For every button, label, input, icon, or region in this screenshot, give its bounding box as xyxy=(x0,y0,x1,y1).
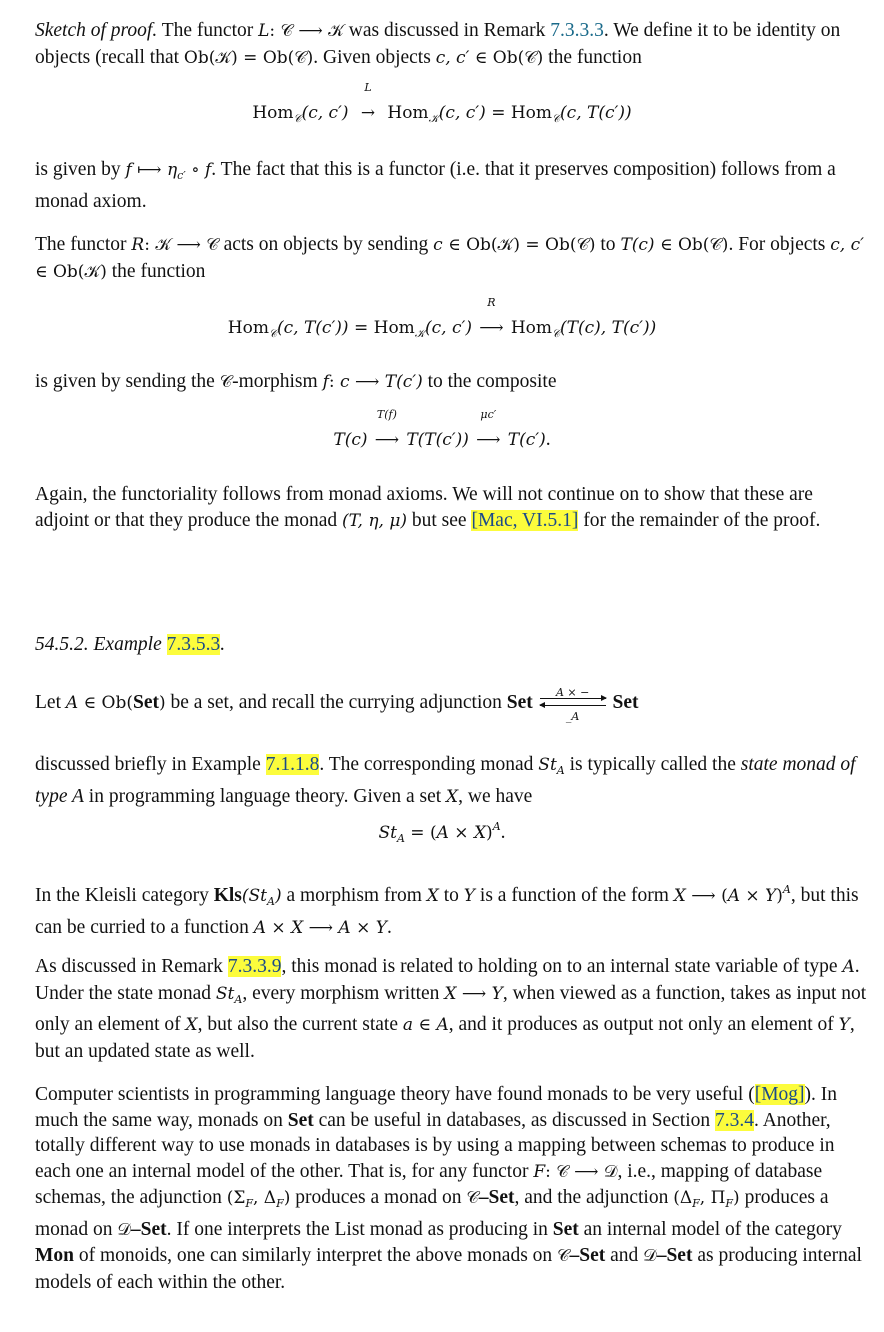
bold-text: Set xyxy=(132,692,159,713)
math: T(c′) xyxy=(502,430,546,450)
labeled-arrow xyxy=(477,296,505,343)
math: ⟶ xyxy=(456,983,492,1004)
text: to xyxy=(595,234,621,255)
math: ∈ xyxy=(413,1015,437,1035)
math: ∈ Ob(𝒦) xyxy=(35,261,107,282)
math: , Π xyxy=(699,1188,726,1208)
text: , i.e., mapping of database schemas, the adjunction xyxy=(35,1160,823,1208)
arrow-label: L xyxy=(364,81,372,94)
math: c xyxy=(340,372,350,392)
math: (Δ xyxy=(673,1188,693,1208)
math: ) xyxy=(486,823,493,843)
math: × xyxy=(739,886,766,906)
arrow-label: μc′ xyxy=(480,408,497,421)
example-intro xyxy=(35,685,870,724)
bold-text: Kls xyxy=(213,885,242,906)
labeled-arrow xyxy=(373,408,401,455)
arrow-label: R xyxy=(487,296,496,309)
math: Y xyxy=(375,917,387,938)
text: . Given objects xyxy=(313,46,436,68)
math: X xyxy=(446,786,459,807)
text: in programming language theory. Given a set xyxy=(83,785,447,807)
math: X xyxy=(473,823,487,843)
text: is a function of the form xyxy=(475,885,674,906)
math: f xyxy=(204,160,212,180)
text: . Another, totally different way to use monads in databases is by using a mapping between schemas to produce in each one an internal model of the other. That is, for any functor xyxy=(35,1109,835,1182)
text: an internal model of the category xyxy=(578,1218,842,1240)
bold-text: Set xyxy=(506,692,538,713)
text: was discussed in Remark xyxy=(343,20,551,41)
math: ∈ Ob(𝒦) = Ob(𝒞) xyxy=(442,235,596,255)
text: . For objects xyxy=(728,234,831,255)
math: = ( xyxy=(404,823,437,843)
math: (T, η, μ) xyxy=(342,510,408,531)
math: Y xyxy=(765,886,777,906)
math: X xyxy=(291,917,304,938)
state-monad-intro xyxy=(35,752,870,810)
math: f xyxy=(322,372,329,392)
subscript: A xyxy=(396,832,405,845)
math: Y xyxy=(463,886,476,906)
math: = Hom xyxy=(491,103,553,123)
reference-link[interactable]: 7.3.3.3 xyxy=(550,20,604,41)
L-description xyxy=(35,157,870,214)
math: St xyxy=(215,983,235,1004)
math: T(c′) xyxy=(384,372,423,392)
math: X xyxy=(426,886,439,906)
subscript: F xyxy=(276,1197,284,1210)
math: ∈ Ob(𝒞) xyxy=(654,235,729,255)
text: is typically called the xyxy=(564,754,741,775)
text: . If one interprets the List monad as producing in xyxy=(166,1218,553,1240)
adjunction-left-label: A × − xyxy=(555,685,590,699)
text: . We define it to be identity on objects (recall that xyxy=(35,20,841,68)
math: X xyxy=(185,1015,198,1035)
proof-intro xyxy=(35,18,870,71)
subscript: 𝒦 xyxy=(414,327,426,340)
superscript: A xyxy=(492,820,501,833)
text: is given by sending the xyxy=(35,371,220,392)
arrow-icon: ⟶ xyxy=(479,318,504,338)
text: , but also the current state xyxy=(197,1014,403,1035)
math: A xyxy=(727,886,740,906)
text: , and it produces as output not only an element of xyxy=(448,1014,839,1035)
math: (c, T(c′)) xyxy=(560,103,632,123)
math: A xyxy=(338,917,351,938)
subscript: F xyxy=(725,1197,734,1210)
subscript: c′ xyxy=(177,169,186,182)
text: . xyxy=(500,822,506,843)
text: as producing internal models of each within the other. xyxy=(35,1245,862,1293)
labeled-arrow xyxy=(474,408,502,455)
text: The functor xyxy=(157,20,259,41)
math: η xyxy=(166,160,178,180)
arrow-icon: → xyxy=(360,103,376,123)
math: St xyxy=(538,755,557,775)
text: The functor xyxy=(35,234,132,255)
text: can be useful in databases, as discussed in Section xyxy=(313,1109,716,1131)
subscript: A xyxy=(234,992,243,1006)
example-heading xyxy=(35,632,870,658)
math: c xyxy=(433,235,443,255)
math: A xyxy=(65,693,79,713)
R-intro xyxy=(35,232,870,285)
math: (c, c′) xyxy=(425,318,478,338)
text: to xyxy=(438,885,464,906)
math: ⟶ xyxy=(303,917,339,938)
math: ) xyxy=(274,886,282,906)
math: (St xyxy=(241,886,268,906)
math: (c, c′) xyxy=(301,103,354,123)
math: L xyxy=(258,21,270,41)
kleisli-paragraph xyxy=(35,877,870,941)
subscript: 𝒦 xyxy=(428,112,439,125)
math: X xyxy=(444,983,457,1004)
italic-text: state monad of type A xyxy=(35,754,856,807)
math: Hom xyxy=(252,103,294,123)
math: R xyxy=(131,235,145,255)
subscript: F xyxy=(245,1197,253,1210)
equation-composite xyxy=(0,408,884,455)
math: Y xyxy=(838,1015,850,1035)
text: discussed briefly in Example xyxy=(35,754,266,775)
proof-conclusion xyxy=(35,482,870,534)
math: ∈ Ob( xyxy=(78,693,133,713)
text: , this monad is related to holding on to an internal state variable of type xyxy=(281,956,843,977)
math: T(c) xyxy=(620,235,655,255)
labeled-arrow xyxy=(354,81,382,128)
math: Hom xyxy=(227,318,269,338)
bold-text: Set xyxy=(287,1109,314,1131)
math: 𝒞 xyxy=(219,372,233,392)
math: c, c′ xyxy=(435,47,470,68)
subscript: F xyxy=(692,1197,700,1210)
arrow-label: T(f) xyxy=(376,408,397,421)
text: the function xyxy=(106,260,206,282)
math: ) xyxy=(283,1188,291,1208)
math: ⟶ xyxy=(349,372,385,392)
math: A xyxy=(436,1015,449,1035)
subscript: 𝒞 xyxy=(268,327,277,340)
highlighted-reference-link[interactable]: 7.3.5.3 xyxy=(166,634,221,655)
math: T(T(c′)) xyxy=(400,430,475,450)
text: As discussed in Remark xyxy=(35,956,228,977)
text: produces a monad on xyxy=(35,1187,829,1240)
math: c, c′ xyxy=(830,235,864,255)
math: a xyxy=(402,1015,414,1035)
bold-text: Set xyxy=(607,692,639,713)
text: . xyxy=(386,916,392,938)
text: but see xyxy=(407,509,472,531)
math: ) xyxy=(733,1188,740,1208)
math: A xyxy=(842,957,855,977)
math: (c, c′) xyxy=(438,103,492,123)
highlighted-reference-link[interactable]: 7.1.1.8 xyxy=(265,754,320,775)
math: ∘ xyxy=(185,160,205,180)
text: Let xyxy=(35,692,66,713)
text: . The corresponding monad xyxy=(319,754,539,775)
bold-text: –Set xyxy=(656,1245,693,1266)
text: produces a monad on xyxy=(290,1187,467,1208)
text: . The fact that this is a functor (i.e. that it preserves composition) follows from a monad axiom. xyxy=(35,159,836,212)
math: 𝒟 xyxy=(643,1246,657,1266)
equation-R xyxy=(0,296,884,349)
italic-text: Sketch of proof. xyxy=(35,20,158,41)
adjunction-arrows xyxy=(538,685,608,724)
math: = Hom xyxy=(353,318,415,338)
subscript: A xyxy=(556,764,565,777)
math: × xyxy=(350,917,376,938)
math: F xyxy=(533,1161,546,1182)
text: . Under the state monad xyxy=(35,956,860,1004)
highlighted-reference-link[interactable]: 7.3.3.9 xyxy=(227,956,282,977)
text: for the remainder of the proof. xyxy=(578,509,821,531)
text: , when viewed as a function, takes as input not only an element of xyxy=(35,982,867,1035)
math: ) xyxy=(776,886,783,906)
bold-text: –Set xyxy=(130,1218,167,1240)
bold-text: –Set xyxy=(569,1245,606,1266)
math: : 𝒞 ⟶ 𝒟 xyxy=(545,1161,618,1182)
math: T(c) xyxy=(333,430,373,450)
math: ) xyxy=(158,693,166,713)
R-description xyxy=(35,369,870,396)
math: St xyxy=(378,823,397,843)
math: X xyxy=(673,886,686,906)
math: Y xyxy=(491,983,503,1004)
text: ). In much the same way, monads on xyxy=(35,1084,838,1131)
math: : 𝒞 ⟶ 𝒦 xyxy=(269,21,344,41)
superscript: A xyxy=(782,883,791,896)
math: Hom xyxy=(505,318,553,338)
highlighted-reference-link[interactable]: 7.3.4 xyxy=(715,1109,755,1131)
text: . xyxy=(545,429,551,450)
math: : 𝒦 ⟶ 𝒞 xyxy=(144,235,219,255)
italic-text: 54.5.2. Example xyxy=(35,634,167,655)
arrow-icon: ⟶ xyxy=(476,430,501,450)
subscript: 𝒞 xyxy=(552,327,561,340)
text: , but this can be curried to a function xyxy=(35,885,859,938)
math: f xyxy=(125,160,132,180)
equation-L xyxy=(0,81,884,134)
math: (c, T(c′)) xyxy=(276,318,354,338)
math: Hom xyxy=(381,103,429,123)
subscript: A xyxy=(267,895,275,908)
math: 𝒞 xyxy=(557,1246,570,1266)
math: A xyxy=(436,823,449,843)
math: (T(c), T(c′)) xyxy=(560,318,657,338)
text: Again, the functoriality follows from monad axioms. We will not continue on to show that these are adjoint or that they produce the monad xyxy=(35,484,813,531)
math: × xyxy=(266,917,292,938)
italic-text: . xyxy=(220,634,226,655)
text: , but an updated state as well. xyxy=(35,1014,855,1062)
arrow-icon: ⟶ xyxy=(374,430,400,450)
math: , Δ xyxy=(253,1188,277,1208)
math: ⟶ ( xyxy=(685,886,728,906)
text: is given by xyxy=(35,159,126,180)
state-paragraph xyxy=(35,954,870,1064)
text: In the Kleisli category xyxy=(35,885,214,906)
math: 𝒟 xyxy=(117,1219,131,1240)
text: of monoids, one can similarly interpret the above monads on xyxy=(74,1245,558,1266)
math: ∈ Ob(𝒞) xyxy=(469,47,544,68)
highlighted-reference-link[interactable]: [Mac, VI.5.1] xyxy=(471,509,579,531)
math: ⟼ xyxy=(131,160,167,180)
bold-text: –Set xyxy=(478,1187,515,1208)
text: acts on objects by sending xyxy=(218,234,434,255)
equation-state xyxy=(0,812,884,854)
math: : xyxy=(328,372,341,392)
text: , and the adjunction xyxy=(514,1187,674,1208)
adjunction-right-label: _A xyxy=(565,710,580,724)
text: to the composite xyxy=(422,371,557,392)
text: -morphism xyxy=(232,371,323,392)
math: 𝒞 xyxy=(466,1188,479,1208)
math: (Σ xyxy=(226,1188,246,1208)
right-arrow-icon xyxy=(540,698,606,699)
text: a morphism from xyxy=(281,885,427,906)
text: and xyxy=(605,1245,644,1266)
subscript: 𝒞 xyxy=(293,112,302,125)
bold-text: Mon xyxy=(35,1245,74,1266)
math: A xyxy=(253,917,267,938)
text: , every morphism written xyxy=(242,982,445,1004)
computer-scientists-paragraph xyxy=(35,1082,870,1295)
math: × xyxy=(448,823,474,843)
text: be a set, and recall the currying adjunction xyxy=(165,692,507,713)
text: Computer scientists in programming language theory have found monads to be very useful ( xyxy=(35,1084,755,1105)
subscript: 𝒞 xyxy=(552,112,561,125)
bold-text: Set xyxy=(552,1218,579,1240)
math: Ob(𝒦) = Ob(𝒞) xyxy=(183,47,314,68)
text: , we have xyxy=(458,785,533,807)
highlighted-reference-link[interactable]: [Mog] xyxy=(754,1084,805,1105)
text: the function xyxy=(543,46,642,68)
